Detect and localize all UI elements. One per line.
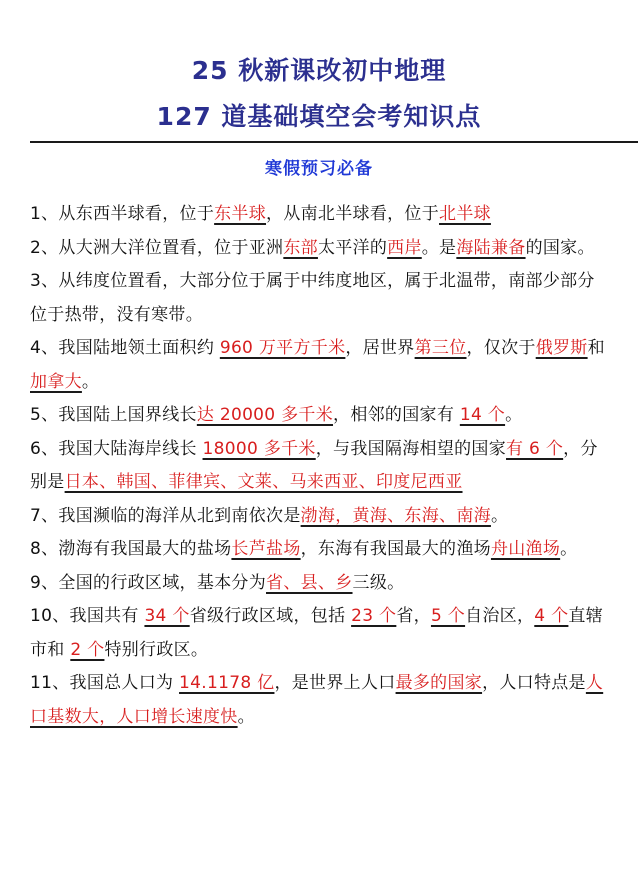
list-item [30, 399, 610, 433]
item-text: 。 [237, 706, 255, 727]
list-item [30, 232, 610, 266]
item-text: ，居世界 [345, 338, 415, 358]
list-item [30, 567, 610, 601]
item-text: ，从南北半球看，位于 [266, 204, 440, 224]
page-title-line2: 127 道基础填空会考知识点 [156, 102, 482, 131]
item-text: ，相邻的国家有 [333, 405, 460, 425]
answer-text: 有 6 个 [506, 438, 564, 459]
item-text: 2、从大洲大洋位置看，位于亚洲 [30, 237, 284, 258]
item-text: ，是世界上人口 [274, 673, 396, 693]
knowledge-list [30, 198, 610, 734]
item-text: ，分别是 [30, 438, 598, 492]
answer-text: 5 个 [430, 606, 466, 626]
item-text: 特别行政区。 [104, 639, 209, 660]
answer-text: 14.1178 亿 [179, 673, 275, 693]
item-text: 。 [490, 505, 509, 526]
answer-text: 俄罗斯 [535, 338, 588, 358]
answer-text: 第三位 [414, 338, 467, 358]
item-text: 自治区， [465, 606, 535, 626]
list-item [30, 667, 610, 734]
answer-text: 23 个 [351, 606, 397, 626]
answer-text: 最多的国家 [395, 673, 483, 693]
answer-text: 渤海，黄海、东海、南海 [300, 505, 491, 526]
answer-text: 4 个 [534, 606, 569, 626]
item-text: ，与我国隔海相望的国家 [315, 438, 507, 459]
item-text: 4、我国陆地领土面积约 [30, 338, 220, 358]
item-text: 3、从纬度位置看，大部分位于属于中纬度地区，属于北温带，南部少部分位于热带，没有寒带。 [30, 271, 595, 325]
item-text: 8、渤海有我国最大的盐场 [30, 539, 232, 559]
item-text: 7、我国濒临的海洋从北到南依次是 [30, 505, 301, 526]
answer-text: 2 个 [70, 639, 105, 660]
answer-text: 西岸 [387, 237, 422, 258]
list-item [30, 198, 610, 232]
item-text: 和 [587, 338, 605, 358]
list-item [30, 533, 610, 567]
item-text: 省， [396, 606, 431, 626]
item-text: ，仅次于 [466, 338, 536, 358]
item-text: 1、从东西半球看，位于 [30, 204, 215, 224]
item-text: 。 [560, 539, 578, 559]
answer-text: 14 个 [459, 405, 506, 425]
answer-text: 加拿大 [30, 371, 82, 392]
answer-text: 达 20000 多千米 [196, 405, 334, 425]
page-subtitle: 寒假预习必备 [265, 159, 373, 179]
title-divider [30, 141, 638, 143]
list-item [30, 265, 610, 332]
answer-text: 东半球 [214, 204, 267, 224]
list-item [30, 600, 610, 667]
item-text: 11、我国总人口为 [30, 673, 180, 693]
item-text: 。是 [421, 237, 457, 258]
answer-text: 18000 多千米 [202, 438, 316, 459]
answer-text: 海陆兼备 [456, 237, 526, 258]
answer-text: 日本、韩国、菲律宾、文莱、马来西亚、印度尼西亚 [64, 472, 463, 492]
list-item [30, 332, 610, 399]
page-title-line1: 25 秋新课改初中地理 [191, 56, 447, 85]
list-item [30, 500, 610, 534]
answer-text: 舟山渔场 [490, 539, 561, 559]
item-text: 省级行政区域，包括 [189, 606, 352, 626]
item-text: 的国家。 [525, 237, 595, 258]
item-text: 。 [505, 405, 523, 425]
item-text: ，人口特点是 [482, 673, 586, 693]
item-text: 太平洋的 [317, 237, 388, 258]
item-text: 6、我国大陆海岸线长 [30, 438, 203, 459]
item-text: 直辖市和 [30, 606, 604, 660]
answer-text: 北半球 [439, 204, 491, 224]
answer-text: 东部 [283, 237, 318, 258]
item-text: ，东海有我国最大的渔场 [300, 539, 491, 559]
item-text: 5、我国陆上国界线长 [30, 405, 197, 425]
answer-text: 省、县、乡 [266, 572, 353, 593]
answer-text: 人口基数大，人口增长速度快 [30, 673, 604, 727]
answer-text: 长芦盐场 [231, 539, 301, 559]
item-text: 10、我国共有 [30, 606, 145, 626]
item-text: 9、全国的行政区域，基本分为 [30, 572, 267, 593]
answer-text: 960 万平方千米 [219, 338, 346, 358]
answer-text: 34 个 [144, 606, 190, 626]
item-text: 三级。 [352, 572, 405, 593]
item-text: 。 [81, 371, 100, 392]
list-item [30, 433, 610, 500]
